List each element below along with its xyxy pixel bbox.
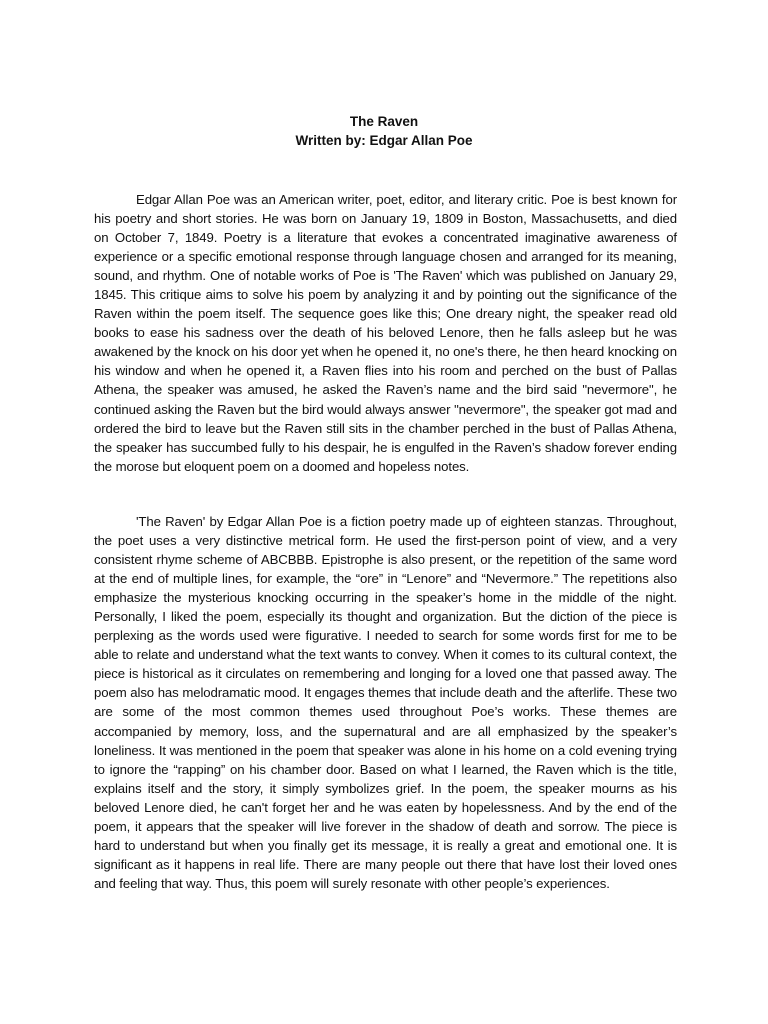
document-author-line: Written by: Edgar Allan Poe bbox=[295, 133, 473, 148]
title-block bbox=[0, 112, 768, 150]
paragraph-text: 'The Raven' by Edgar Allan Poe is a fiction poetry made up of eighteen stanzas. Throughout, the poet uses a very distinctive metrical form. He used the first-person point of view, and a very consistent rhyme scheme of ABCBBB. Epistrophe is also present, or the repetition of the same word at the end of multiple lines, for example, the “ore” in “Lenore” and “Nevermore.” The repetitions also emphasize the mysterious knocking occurring in the speaker’s home in the middle of the night. Personally, I liked the poem, especially its thought and organization. But the diction of the piece is perplexing as the words used were figurative. I needed to search for some words first for me to be able to relate and understand what the text wants to convey. When it comes to its cultural context, the piece is historical as it circulates on remembering and longing for a loved one that passed away. The poem also has melodramatic mood. It engages themes that include death and the afterlife. These two are some of the most common themes used throughout Poe’s works. These themes are accompanied by memory, loss, and the supernatural and are all emphasized by the speaker’s loneliness. It was mentioned in the poem that speaker was alone in his home on a cold evening trying to ignore the “rapping” on his chamber door. Based on what I learned, the Raven which is the title, explains itself and the story, it simply symbolizes grief. In the poem, the speaker mourns as his beloved Lenore died, he can't forget her and he was eaten by hopelessness. And by the end of the poem, it appears that the speaker will live forever in the shadow of death and sorrow. The piece is hard to understand but when you finally get its message, it is really a great and emotional one. It is significant as it happens in real life. There are many people out there that have lost their loved ones and feeling that way. Thus, this poem will surely resonate with other people’s experiences. bbox=[94, 514, 677, 891]
paragraph-1 bbox=[94, 190, 677, 476]
paragraph-text: Edgar Allan Poe was an American writer, poet, editor, and literary critic. Poe is best known for his poetry and short stories. He was born on January 19, 1809 in Boston, Massachusetts, and died on October 7, 1849. Poetry is a literature that evokes a concentrated imaginative awareness of experience or a specific emotional response through language chosen and arranged for its meaning, sound, and rhythm. One of notable works of Poe is 'The Raven' which was published on January 29, 1845. This critique aims to solve his poem by analyzing it and by pointing out the significance of the Raven within the poem itself. The sequence goes like this; One dreary night, the speaker read old books to ease his sadness over the death of his beloved Lenore, then he falls asleep but he was awakened by the knock on his door yet when he opened it, no one's there, he then heard knocking on his window and when he opened it, a Raven flies into his room and perched on the bust of Pallas Athena, the speaker was amused, he asked the Raven’s name and the bird said "nevermore", he continued asking the Raven but the bird would always answer "nevermore", the speaker got mad and ordered the bird to leave but the Raven still sits in the chamber perched in the bust of Pallas Athena, the speaker has succumbed fully to his despair, he is engulfed in the Raven’s shadow forever ending the morose but eloquent poem on a doomed and hopeless notes. bbox=[94, 192, 677, 474]
paragraph-2 bbox=[94, 512, 677, 893]
document-title: The Raven bbox=[349, 114, 419, 129]
